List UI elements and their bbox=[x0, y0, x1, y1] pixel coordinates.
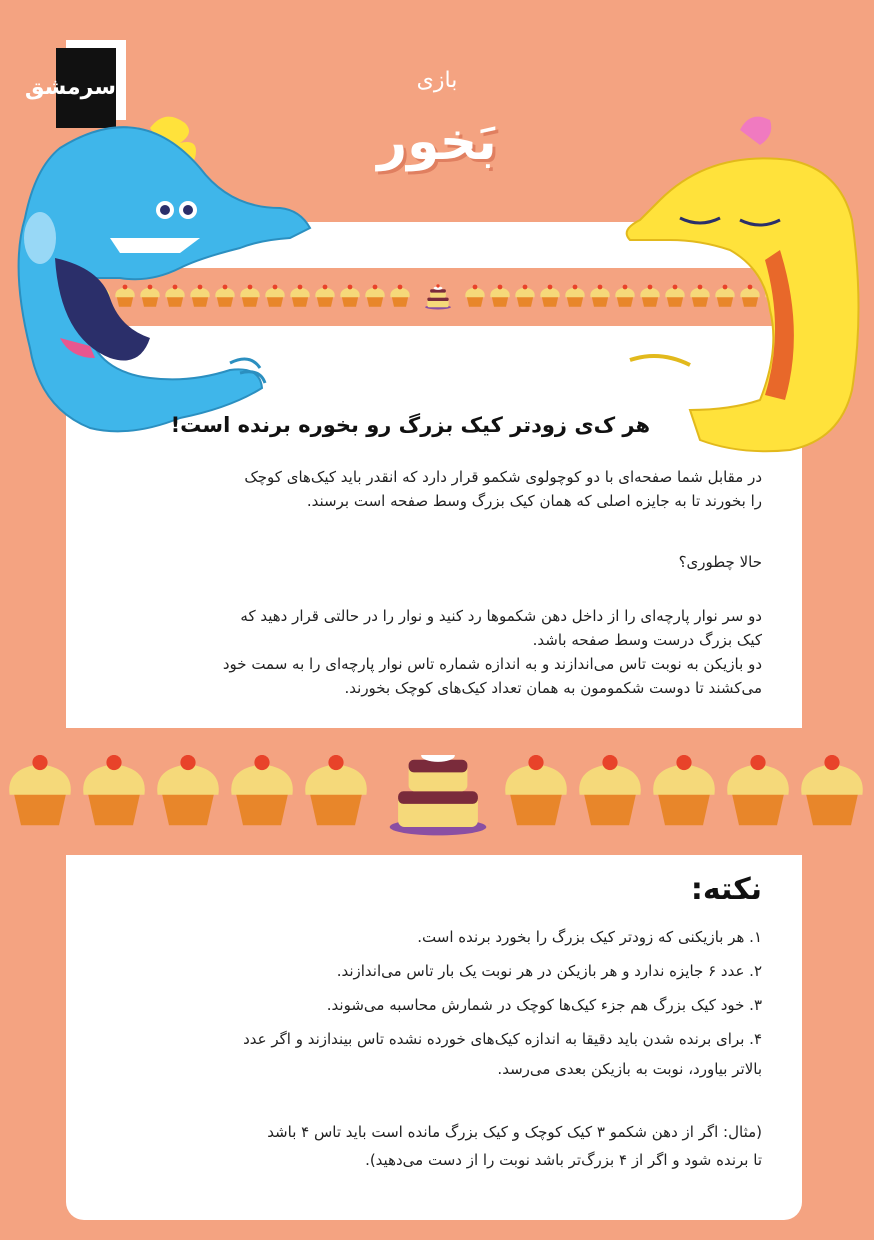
example-line: (مثال: اگر از دهن شکمو ۳ کیک کوچک و کیک بزرگ مانده است باید تاس ۴ باشد bbox=[267, 1123, 762, 1141]
cupcake-icon bbox=[727, 755, 789, 825]
cupcake-icon bbox=[83, 755, 145, 825]
note-line: ۴. برای برنده شدن باید دقیقا به اندازه کیک‌های خورده نشده تاس بیندازند و اگر عدد bbox=[243, 1030, 762, 1048]
yellow-monster bbox=[590, 110, 874, 460]
example-note bbox=[112, 1118, 762, 1174]
note-line: بالاتر بیاورد، نوبت به بازیکن بعدی می‌رسد. bbox=[497, 1060, 762, 1078]
cupcake-icon bbox=[505, 755, 567, 825]
cupcake-icon bbox=[490, 285, 509, 307]
cupcake-icon bbox=[801, 755, 863, 825]
title-small: بازی bbox=[416, 68, 458, 93]
intro-line: را بخورند تا به جایزه اصلی که همان کیک بزرگ وسط صفحه است برسند. bbox=[306, 492, 762, 510]
cupcake-icon bbox=[465, 285, 484, 307]
note-item-1: ۱. هر بازیکنی که زودتر کیک بزرگ را بخورد برنده است. bbox=[417, 928, 762, 946]
example-line: تا برنده شود و اگر از ۴ بزرگ‌تر باشد نوبت را از دست می‌دهید). bbox=[365, 1151, 762, 1169]
cupcake-icon bbox=[340, 285, 359, 307]
cupcake-icon bbox=[515, 285, 534, 307]
intro-line: دو سر نوار پارچه‌ای را از داخل دهن شکموها رد کنید و نوار را در حالتی قرار دهید که bbox=[240, 607, 762, 625]
note-item-4 bbox=[102, 1024, 762, 1084]
note-item-3: ۳. خود کیک بزرگ هم جزء کیک‌ها کوچک در شمارش محاسبه می‌شوند. bbox=[326, 996, 762, 1014]
intro-line: کیک بزرگ درست وسط صفحه باشد. bbox=[532, 631, 762, 649]
intro-question: حالا چطوری؟ bbox=[678, 553, 762, 571]
note-item-2: ۲. عدد ۶ جایزه ندارد و هر بازیکن در هر نوبت یک بار تاس می‌اندازند. bbox=[336, 962, 762, 980]
intro-line: دو بازیکن به نوبت تاس می‌اندازند و به اندازه شماره تاس نوار پارچه‌ای را به سمت خود bbox=[222, 655, 762, 673]
cupcake-icon bbox=[305, 755, 367, 825]
intro-line: می‌کشند تا دوست شکمومون به همان تعداد کیک‌های کوچک بخورند. bbox=[344, 679, 762, 697]
cupcake-icon bbox=[579, 755, 641, 825]
big-cake-icon bbox=[425, 284, 451, 309]
cupcake-icon bbox=[540, 285, 559, 307]
big-cupcake-row bbox=[8, 755, 868, 845]
cupcake-icon bbox=[653, 755, 715, 825]
intro-line: در مقابل شما صفحه‌ای با دو کوچولوی شکمو قرار دارد که انقدر باید کیک‌های کوچک bbox=[244, 468, 762, 486]
cupcake-icon bbox=[365, 285, 384, 307]
cupcake-icon bbox=[565, 285, 584, 307]
intro-paragraph-2 bbox=[102, 604, 762, 700]
big-cake-icon bbox=[390, 755, 487, 835]
intro-paragraph-1 bbox=[102, 465, 762, 513]
cupcake-icon bbox=[9, 755, 71, 825]
title-big: بَخور bbox=[377, 112, 497, 172]
main-heading: هر ک‌ی زودتر کیک بزرگ رو بخوره برنده است! bbox=[170, 413, 650, 437]
notes-title: نکته: bbox=[690, 872, 762, 907]
cupcake-icon bbox=[390, 285, 409, 307]
cupcake-icon bbox=[157, 755, 219, 825]
logo-text: سرمشق bbox=[56, 48, 116, 128]
cupcake-icon bbox=[231, 755, 293, 825]
